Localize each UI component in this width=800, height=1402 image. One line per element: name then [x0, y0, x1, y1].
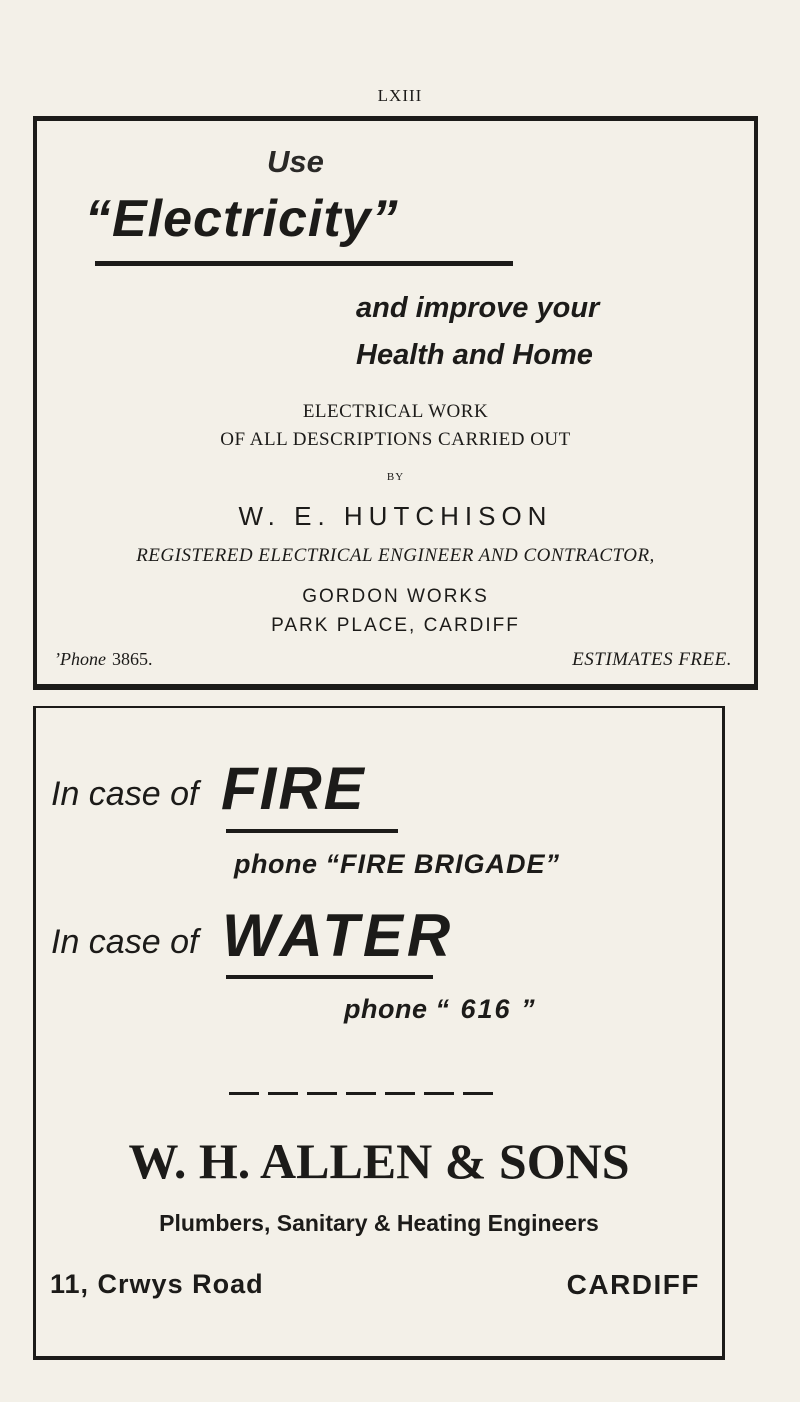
company-name: W. H. ALLEN & SONS — [128, 1133, 630, 1189]
water-heading: WATER — [222, 902, 455, 969]
tagline-line-2: Health and Home — [356, 339, 593, 371]
tagline-line-1: and improve your — [356, 292, 600, 324]
proprietor-name: W. E. HUTCHISON — [238, 501, 553, 531]
estimates-note: ESTIMATES FREE. — [572, 649, 732, 670]
electricity-headline: “Electricity” — [85, 190, 399, 248]
use-text: Use — [267, 144, 324, 179]
water-phone-prefix: phone — [344, 994, 428, 1024]
proprietor-title: REGISTERED ELECTRICAL ENGINEER AND CONTRACTOR, — [136, 545, 655, 566]
dashed-divider — [229, 1092, 499, 1095]
headline-underline — [95, 261, 513, 266]
by-label: BY — [386, 471, 405, 483]
work-line-1: ELECTRICAL WORK — [302, 401, 489, 422]
fire-phone-line — [234, 849, 560, 880]
company-city: CARDIFF — [566, 1269, 700, 1300]
company-street: 11, Crwys Road — [50, 1269, 264, 1299]
phone-label: ’Phone — [54, 649, 106, 669]
phone-number: 3865. — [111, 649, 153, 669]
water-phone-value: “ 616 ” — [435, 994, 537, 1024]
works-name: GORDON WORKS — [302, 586, 489, 607]
phone-info — [54, 649, 152, 670]
works-address: PARK PLACE, CARDIFF — [271, 615, 520, 636]
plumber-advertisement — [33, 706, 725, 1360]
water-underline — [226, 975, 433, 979]
water-phone-line — [344, 994, 537, 1025]
fire-underline — [226, 829, 398, 833]
work-line-2: OF ALL DESCRIPTIONS CARRIED OUT — [220, 429, 571, 450]
fire-phone-value: “FIRE BRIGADE” — [325, 849, 561, 879]
fire-phone-prefix: phone — [234, 849, 318, 879]
company-trade: Plumbers, Sanitary & Heating Engineers — [159, 1210, 599, 1236]
in-case-of-water-label: In case of — [51, 923, 199, 961]
page-number: LXIII — [377, 86, 423, 105]
tagline — [356, 285, 716, 379]
in-case-of-fire-label: In case of — [51, 775, 199, 813]
fire-heading: FIRE — [221, 755, 366, 822]
electricity-advertisement — [33, 116, 758, 690]
